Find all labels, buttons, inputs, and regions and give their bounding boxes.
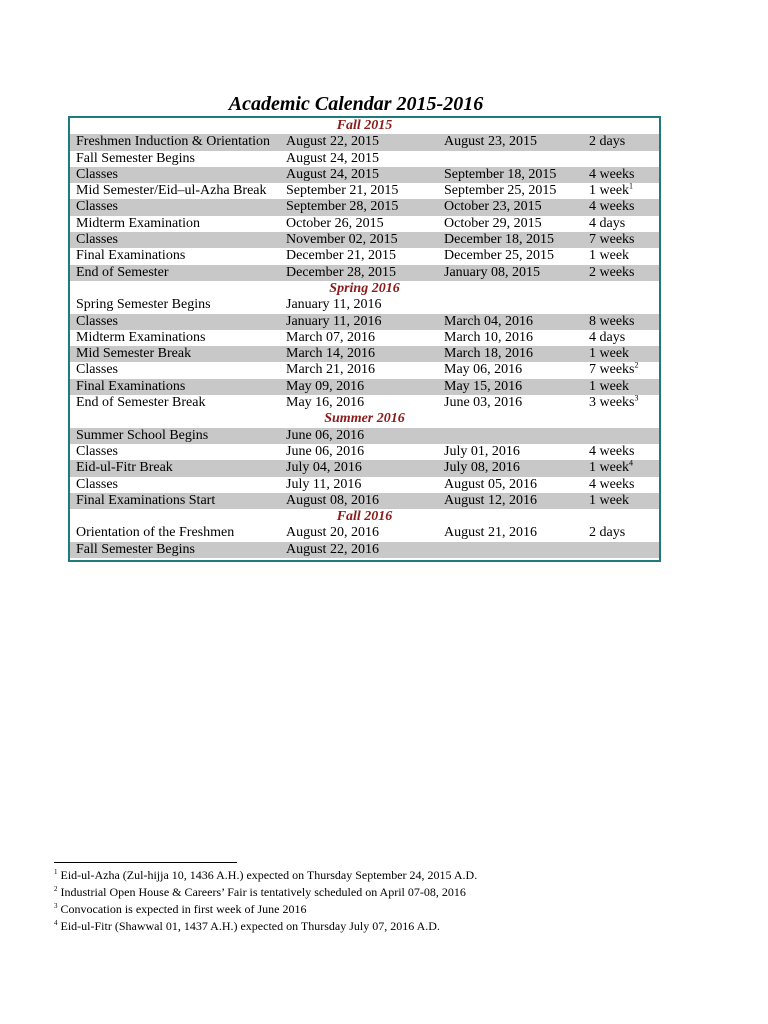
duration-text: 7 weeks [589, 362, 635, 378]
event-cell: Classes [76, 199, 118, 215]
start-date-cell: March 21, 2016 [286, 362, 376, 378]
start-date-cell: July 04, 2016 [286, 460, 362, 476]
start-date-cell: January 11, 2016 [286, 313, 382, 329]
end-date-cell: January 08, 2015 [444, 264, 541, 280]
start-date-cell: March 07, 2016 [286, 329, 376, 345]
footnote [54, 867, 734, 884]
footnote-mark: 3 [54, 902, 58, 910]
event-cell: Midterm Examination [76, 215, 201, 231]
table-row [70, 183, 659, 199]
event-cell: Final Examinations [76, 248, 186, 264]
footnote-marker: 2 [634, 360, 639, 370]
table-row [70, 493, 659, 509]
end-date-cell: August 21, 2016 [444, 525, 537, 541]
duration-cell [589, 265, 635, 281]
table-row [70, 477, 659, 493]
duration-text: 3 weeks [589, 395, 635, 411]
event-cell: Spring Semester Begins [76, 297, 211, 313]
event-cell: Classes [76, 166, 118, 182]
event-cell: Final Examinations [76, 378, 186, 394]
table-row [70, 525, 659, 541]
end-date-cell: August 05, 2016 [444, 476, 537, 492]
duration-cell [589, 493, 629, 509]
table-row [70, 460, 659, 476]
end-date-cell: July 08, 2016 [444, 460, 520, 476]
footnote-mark: 1 [54, 868, 58, 876]
end-date-cell: March 04, 2016 [444, 313, 534, 329]
end-date-cell: May 15, 2016 [444, 378, 523, 394]
table-row [70, 346, 659, 362]
footnote-marker: 1 [629, 181, 634, 191]
duration-text: 7 weeks [589, 232, 635, 248]
start-date-cell: September 28, 2015 [286, 199, 399, 215]
section-header: Fall 2015 [336, 118, 393, 133]
footnote [54, 918, 734, 935]
footnote-text: Industrial Open House & Careers’ Fair is tentatively scheduled on April 07-08, 2016 [57, 885, 466, 899]
table-row [70, 314, 659, 330]
duration-cell [589, 395, 639, 411]
event-cell: Midterm Examinations [76, 329, 206, 345]
table-row [70, 542, 659, 558]
duration-cell [589, 248, 629, 264]
duration-cell [589, 525, 625, 541]
duration-cell [589, 134, 625, 150]
section-header: Spring 2016 [329, 280, 400, 296]
duration-cell [589, 232, 635, 248]
footnote [54, 901, 734, 918]
event-cell: Classes [76, 476, 118, 492]
page-title: Academic Calendar 2015-2016 [228, 93, 484, 115]
footnote-mark: 4 [54, 919, 58, 927]
duration-cell [589, 216, 625, 232]
footnote-text: Eid-ul-Azha (Zul-hijja 10, 1436 A.H.) expected on Thursday September 24, 2015 A.D. [57, 868, 478, 882]
start-date-cell: September 21, 2015 [286, 183, 399, 199]
footnote-marker: 3 [634, 393, 639, 403]
table-row [70, 379, 659, 395]
duration-cell [589, 460, 633, 476]
event-cell: Summer School Begins [76, 427, 209, 443]
duration-text: 4 weeks [589, 476, 635, 492]
duration-text: 4 weeks [589, 443, 635, 459]
end-date-cell: July 01, 2016 [444, 443, 520, 459]
table-row [70, 297, 659, 313]
event-cell: Classes [76, 362, 118, 378]
event-cell: Final Examinations Start [76, 492, 216, 508]
footnote-separator [54, 862, 237, 863]
start-date-cell: December 21, 2015 [286, 248, 397, 264]
table-row [70, 199, 659, 215]
start-date-cell: March 14, 2016 [286, 346, 376, 362]
start-date-cell: May 16, 2016 [286, 395, 365, 411]
end-date-cell: March 18, 2016 [444, 346, 534, 362]
start-date-cell: August 08, 2016 [286, 492, 379, 508]
duration-cell [589, 330, 625, 346]
end-date-cell: August 23, 2015 [444, 134, 537, 150]
duration-text: 2 days [589, 134, 626, 150]
end-date-cell: October 29, 2015 [444, 215, 542, 231]
duration-text: 4 days [589, 329, 626, 345]
end-date-cell: October 23, 2015 [444, 199, 542, 215]
start-date-cell: August 24, 2015 [286, 150, 379, 166]
table-row [70, 232, 659, 248]
event-cell: End of Semester Break [76, 395, 206, 411]
duration-text: 1 week [589, 183, 630, 199]
start-date-cell: July 11, 2016 [286, 476, 362, 492]
end-date-cell: June 03, 2016 [444, 395, 523, 411]
table-row [70, 362, 659, 378]
duration-text: 1 week [589, 460, 630, 476]
duration-text: 2 weeks [589, 264, 635, 280]
table-row [70, 151, 659, 167]
start-date-cell: August 22, 2016 [286, 541, 379, 557]
duration-text: 1 week [589, 248, 630, 264]
academic-calendar-table [68, 116, 661, 562]
duration-text: 4 weeks [589, 166, 635, 182]
duration-cell [589, 314, 635, 330]
footnote-mark: 2 [54, 885, 58, 893]
duration-cell [589, 346, 629, 362]
duration-text: 1 week [589, 346, 630, 362]
table-row [70, 444, 659, 460]
duration-cell [589, 199, 635, 215]
event-cell: Mid Semester/Eid–ul-Azha Break [76, 183, 267, 199]
table-row [70, 167, 659, 183]
duration-text: 8 weeks [589, 313, 635, 329]
section-header: Summer 2016 [324, 411, 405, 427]
start-date-cell: November 02, 2015 [286, 232, 398, 248]
footnote-text: Eid-ul-Fitr (Shawwal 01, 1437 A.H.) expected on Thursday July 07, 2016 A.D. [57, 919, 440, 933]
section-header: Fall 2016 [336, 509, 393, 525]
end-date-cell: September 18, 2015 [444, 166, 557, 182]
event-cell: Classes [76, 313, 118, 329]
duration-cell [589, 362, 639, 378]
duration-cell [589, 477, 635, 493]
table-row [70, 428, 659, 444]
start-date-cell: August 22, 2015 [286, 134, 379, 150]
duration-text: 4 days [589, 215, 626, 231]
table-row [70, 248, 659, 264]
duration-text: 1 week [589, 492, 630, 508]
table-row [70, 216, 659, 232]
duration-text: 1 week [589, 378, 630, 394]
event-cell: End of Semester [76, 264, 169, 280]
table-row [70, 330, 659, 346]
table-row [70, 265, 659, 281]
end-date-cell: March 10, 2016 [444, 329, 534, 345]
footnote-marker: 4 [629, 458, 634, 468]
event-cell: Eid-ul-Fitr Break [76, 460, 173, 476]
duration-text: 4 weeks [589, 199, 635, 215]
event-cell: Fall Semester Begins [76, 150, 195, 166]
duration-text: 2 days [589, 525, 626, 541]
start-date-cell: October 26, 2015 [286, 215, 384, 231]
start-date-cell: January 11, 2016 [286, 297, 382, 313]
start-date-cell: May 09, 2016 [286, 378, 365, 394]
end-date-cell: December 18, 2015 [444, 232, 555, 248]
start-date-cell: June 06, 2016 [286, 427, 365, 443]
table-row [70, 395, 659, 411]
duration-cell [589, 379, 629, 395]
duration-cell [589, 167, 635, 183]
table-row [70, 134, 659, 150]
event-cell: Classes [76, 232, 118, 248]
footnotes [54, 867, 734, 935]
start-date-cell: June 06, 2016 [286, 443, 365, 459]
end-date-cell: August 12, 2016 [444, 492, 537, 508]
event-cell: Orientation of the Freshmen [76, 525, 235, 541]
start-date-cell: August 24, 2015 [286, 166, 379, 182]
end-date-cell: December 25, 2015 [444, 248, 555, 264]
start-date-cell: August 20, 2016 [286, 525, 379, 541]
event-cell: Classes [76, 443, 118, 459]
event-cell: Fall Semester Begins [76, 541, 195, 557]
event-cell: Freshmen Induction & Orientation [76, 134, 271, 150]
start-date-cell: December 28, 2015 [286, 264, 397, 280]
end-date-cell: September 25, 2015 [444, 183, 557, 199]
footnote-text: Convocation is expected in first week of June 2016 [57, 902, 307, 916]
end-date-cell: May 06, 2016 [444, 362, 523, 378]
duration-cell [589, 444, 635, 460]
duration-cell [589, 183, 633, 199]
footnote [54, 884, 734, 901]
event-cell: Mid Semester Break [76, 346, 192, 362]
